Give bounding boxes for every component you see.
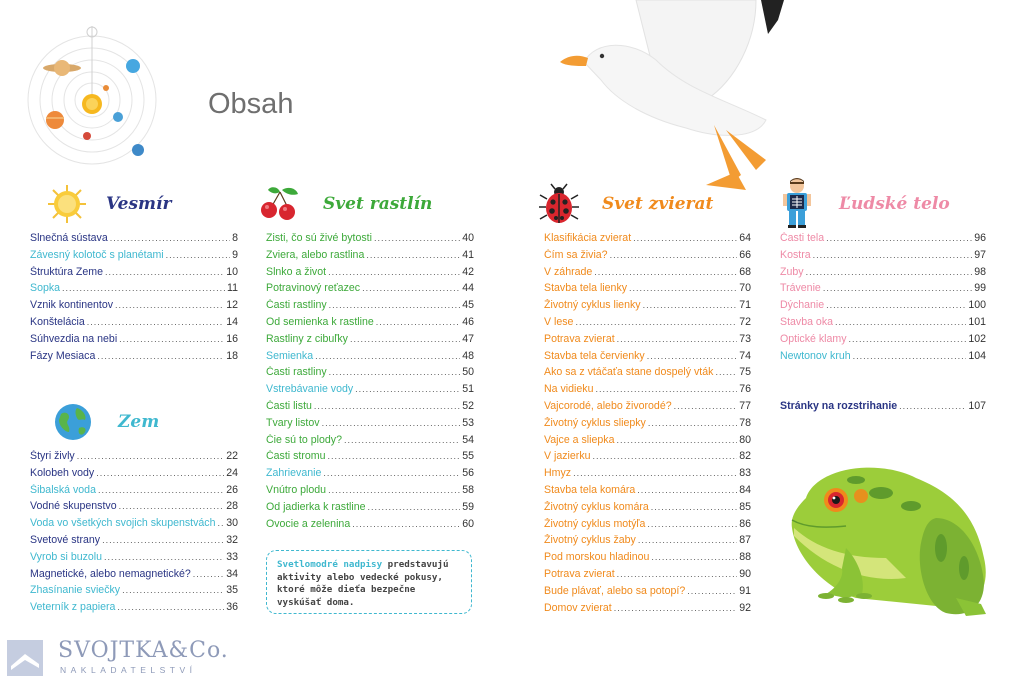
toc-entry[interactable] (30, 551, 238, 568)
toc-list-svet-zvierat (544, 232, 751, 618)
toc-entry[interactable] (544, 568, 751, 585)
toc-dot-leader (115, 300, 224, 310)
page-title: Obsah (208, 88, 294, 120)
toc-dot-leader (647, 351, 738, 361)
toc-entry-page: 30 (226, 517, 238, 530)
toc-dot-leader (352, 519, 460, 529)
toc-entry-label: Fázy Mesiaca (30, 349, 96, 362)
toc-entry-label: Stavba tela červienky (544, 349, 645, 362)
toc-entry-label: Časti tela (780, 232, 825, 244)
toc-entry[interactable] (266, 316, 474, 333)
toc-entry-page: 44 (462, 282, 474, 295)
toc-entry-page: 59 (462, 500, 474, 513)
toc-entry[interactable] (30, 584, 238, 601)
toc-entry[interactable] (30, 517, 238, 534)
toc-list-vesmir (30, 232, 238, 366)
toc-dot-leader (823, 283, 972, 293)
toc-entry-label: Ako sa z vtáčaťa stane dospelý vták (544, 366, 714, 379)
toc-entry[interactable] (266, 333, 474, 350)
toc-entry-label: Vnútro plodu (266, 483, 327, 496)
toc-entry-page: 33 (226, 550, 238, 563)
toc-entry-label: Časti rastliny (266, 366, 327, 379)
toc-list-zem (30, 450, 238, 618)
toc-entry-label: Zviera, alebo rastlina (266, 248, 365, 261)
toc-dot-leader (715, 367, 737, 377)
seagull-illustration (556, 0, 796, 195)
toc-entry-page: 74 (739, 349, 751, 362)
toc-entry-page: 47 (462, 332, 474, 345)
toc-entry-label: Štyri živly (30, 450, 75, 462)
toc-dot-leader (674, 401, 738, 411)
toc-entry[interactable] (544, 316, 751, 333)
toc-dot-leader (614, 603, 738, 613)
toc-entry-page: 86 (739, 517, 751, 530)
toc-dot-leader (374, 233, 460, 243)
toc-entry-page: 85 (739, 500, 751, 513)
toc-entry[interactable] (30, 299, 238, 316)
toc-entry-page: 82 (739, 450, 751, 463)
toc-dot-leader (617, 334, 738, 344)
toc-entry-page: 107 (968, 400, 986, 412)
toc-dot-leader (610, 250, 738, 260)
sun-icon (47, 184, 87, 224)
toc-entry-label: Tvary listov (266, 416, 320, 429)
toc-entry[interactable] (30, 249, 238, 266)
toc-dot-leader (119, 334, 224, 344)
toc-entry[interactable] (544, 249, 751, 266)
toc-entry[interactable] (780, 299, 986, 316)
toc-entry[interactable] (266, 518, 474, 535)
toc-dot-leader (593, 451, 738, 461)
toc-entry-page: 56 (462, 467, 474, 480)
toc-dot-leader (651, 502, 737, 512)
toc-entry-page: 14 (226, 315, 238, 328)
toc-entry-label: Časti listu (266, 399, 312, 412)
toc-entry-page: 97 (974, 248, 986, 261)
toc-entry-page: 48 (462, 349, 474, 362)
toc-entry-label: Vodné skupenstvo (30, 500, 117, 513)
publisher-subtitle: NAKLADATELSTVÍ (60, 665, 197, 675)
toc-entry[interactable] (30, 316, 238, 333)
toc-entry[interactable] (30, 232, 238, 249)
toc-entry-page: 46 (462, 315, 474, 328)
toc-entry-label: Vznik kontinentov (30, 299, 114, 312)
toc-dot-leader (651, 552, 737, 562)
toc-dot-leader (97, 351, 224, 361)
toc-entry-label: Čie sú to plody? (266, 433, 342, 446)
toc-dot-leader (119, 501, 225, 511)
toc-dot-leader (617, 569, 738, 579)
toc-entry[interactable] (544, 383, 751, 400)
toc-entry[interactable] (30, 534, 238, 551)
toc-entry-page: 11 (227, 282, 238, 295)
toc-entry[interactable] (544, 602, 751, 619)
toc-entry[interactable] (266, 266, 474, 283)
toc-dot-leader (122, 585, 224, 595)
toc-entry-page: 66 (739, 248, 751, 261)
toc-dot-leader (193, 569, 224, 579)
toc-dot-leader (687, 586, 737, 596)
toc-entry-page: 90 (739, 567, 751, 580)
toc-list-svet-rastlin (266, 232, 474, 534)
toc-dot-leader (595, 384, 737, 394)
toc-entry[interactable] (266, 249, 474, 266)
light-blue-headings-note (266, 550, 472, 614)
solar-system-illustration (20, 22, 160, 172)
toc-dot-leader (166, 250, 230, 260)
toc-entry[interactable] (30, 266, 238, 283)
toc-entry-label: Časti rastliny (266, 299, 327, 312)
toc-entry[interactable] (266, 467, 474, 484)
toc-entry-label: Vstrebávanie vody (266, 383, 354, 396)
toc-entry-label: Potrava zvierat (544, 567, 615, 580)
toc-list-ludske-telo (780, 232, 986, 366)
toc-entry-page: 24 (226, 466, 238, 479)
toc-dot-leader (899, 401, 966, 411)
toc-entry-page: 72 (739, 315, 751, 328)
toc-dot-leader (362, 283, 460, 293)
toc-entry[interactable] (30, 500, 238, 517)
toc-entry[interactable] (544, 450, 751, 467)
toc-entry-page: 35 (226, 584, 238, 597)
toc-entry-label: Súhvezdia na nebi (30, 332, 118, 345)
toc-dot-leader (813, 250, 973, 260)
toc-dot-leader (117, 602, 224, 612)
toc-entry-label: Čím sa živia? (544, 248, 608, 261)
toc-entry-page: 80 (739, 433, 751, 446)
toc-entry-page: 42 (462, 265, 474, 278)
toc-entry-page: 52 (462, 399, 474, 412)
toc-entry-page: 28 (226, 500, 238, 513)
toc-dot-leader (637, 485, 737, 495)
toc-dot-leader (323, 468, 460, 478)
toc-dot-leader (315, 351, 460, 361)
ladybug-icon (537, 183, 581, 227)
toc-dot-leader (314, 401, 460, 411)
toc-entry-label: Kolobeh vody (30, 466, 95, 479)
toc-entry[interactable] (30, 333, 238, 350)
toc-entry-label: Semienka (266, 349, 314, 362)
toc-dot-leader (322, 418, 461, 428)
toc-entry-page: 34 (226, 567, 238, 580)
toc-dot-leader (594, 267, 737, 277)
toc-entry[interactable] (780, 333, 986, 350)
toc-entry-page: 101 (968, 315, 986, 328)
toc-dot-leader (96, 468, 224, 478)
toc-dot-leader (826, 300, 966, 310)
toc-dot-leader (102, 535, 224, 545)
toc-entry[interactable] (544, 518, 751, 535)
toc-entry-page: 102 (968, 332, 986, 345)
toc-dot-leader (648, 418, 737, 428)
toc-entry-label: Slnečná sústava (30, 232, 108, 244)
toc-dot-leader (328, 485, 460, 495)
toc-entry-label: Ovocie a zelenina (266, 517, 351, 530)
toc-entry-page: 99 (974, 282, 986, 295)
toc-entry-page: 60 (462, 517, 474, 530)
toc-entry-page: 51 (462, 383, 474, 396)
toc-dot-leader (105, 267, 224, 277)
toc-entry-page: 50 (462, 366, 474, 379)
toc-extra-stranky (780, 400, 986, 417)
toc-dot-leader (87, 317, 224, 327)
toc-entry[interactable] (266, 350, 474, 367)
toc-entry-label: V lese (544, 315, 574, 328)
toc-dot-leader (110, 233, 230, 243)
toc-dot-leader (616, 435, 737, 445)
toc-entry-page: 91 (739, 584, 751, 597)
toc-entry[interactable] (266, 299, 474, 316)
toc-entry-label: Na vidieku (544, 383, 594, 396)
toc-dot-leader (350, 334, 460, 344)
toc-entry[interactable] (266, 501, 474, 518)
toc-entry-page: 76 (739, 383, 751, 396)
toc-entry-label: Veterník z papiera (30, 601, 116, 614)
toc-entry-page: 64 (739, 232, 751, 244)
toc-entry-label: Zahrievanie (266, 467, 322, 480)
toc-entry-label: Zhasínanie sviečky (30, 584, 121, 597)
toc-dot-leader (643, 300, 738, 310)
toc-entry[interactable] (266, 400, 474, 417)
toc-entry-page: 9 (232, 248, 238, 261)
toc-entry-label: Stavba oka (780, 315, 834, 328)
toc-entry-label: Časti stromu (266, 450, 326, 463)
toc-entry[interactable] (544, 417, 751, 434)
toc-entry-page: 75 (739, 366, 751, 379)
toc-entry[interactable] (266, 366, 474, 383)
toc-dot-leader (633, 233, 737, 243)
toc-entry-page: 92 (739, 601, 751, 614)
toc-dot-leader (355, 384, 460, 394)
toc-entry-label: Sopka (30, 282, 61, 295)
toc-entry[interactable] (266, 450, 474, 467)
toc-entry-label: Životný cyklus komára (544, 500, 649, 513)
toc-entry-label: Životný cyklus motýľa (544, 517, 646, 530)
toc-entry[interactable] (780, 282, 986, 299)
toc-entry[interactable] (30, 282, 238, 299)
toc-entry-label: Pod morskou hladinou (544, 551, 650, 564)
frog-illustration (786, 458, 992, 620)
toc-entry-label: Trávenie (780, 282, 821, 295)
toc-entry-page: 12 (226, 299, 238, 312)
toc-entry-label: V jazierku (544, 450, 591, 463)
toc-entry-page: 84 (739, 483, 751, 496)
toc-entry-page: 22 (226, 450, 238, 462)
toc-entry-label: Od semienka k rastline (266, 315, 374, 328)
xray-kid-icon (782, 178, 812, 228)
toc-entry[interactable] (780, 232, 986, 249)
toc-entry-label: Životný cyklus žaby (544, 534, 636, 547)
toc-dot-leader (575, 317, 737, 327)
note-text: predstavujú aktivity alebo vedecké pokusy, ktoré môže dieťa bezpečne vyskúšať doma. (277, 559, 449, 608)
toc-dot-leader (327, 451, 460, 461)
toc-entry-page: 83 (739, 467, 751, 480)
toc-entry-label: Vajcorodé, alebo živorodé? (544, 399, 672, 412)
toc-entry[interactable] (780, 316, 986, 333)
toc-entry-page: 40 (462, 232, 474, 244)
toc-entry-label: Newtonov kruh (780, 349, 851, 362)
toc-entry[interactable] (30, 350, 238, 367)
toc-entry-label: Klasifikácia zvierat (544, 232, 632, 244)
toc-entry-label: Kostra (780, 248, 811, 261)
toc-entry[interactable] (30, 484, 238, 501)
toc-entry-page: 77 (739, 399, 751, 412)
toc-entry-page: 100 (968, 299, 986, 312)
toc-entry-label: Bude plávať, alebo sa potopí? (544, 584, 686, 597)
toc-entry-label: Konštelácia (30, 315, 85, 328)
toc-entry-page: 88 (739, 551, 751, 564)
toc-dot-leader (218, 518, 225, 528)
earth-globe-icon (53, 402, 93, 442)
toc-dot-leader (647, 519, 737, 529)
toc-entry-label: Optické klamy (780, 332, 847, 345)
toc-entry-page: 26 (226, 483, 238, 496)
toc-entry[interactable] (544, 501, 751, 518)
toc-dot-leader (344, 435, 460, 445)
toc-entry[interactable] (544, 266, 751, 283)
toc-entry[interactable] (780, 249, 986, 266)
toc-dot-leader (329, 367, 461, 377)
toc-entry-label: Svetové strany (30, 533, 101, 546)
toc-entry[interactable] (544, 232, 751, 249)
toc-entry-page: 10 (226, 265, 238, 278)
toc-dot-leader (629, 283, 737, 293)
toc-entry-page: 32 (226, 533, 238, 546)
toc-entry[interactable] (544, 366, 751, 383)
toc-dot-leader (835, 317, 966, 327)
toc-entry-page: 18 (226, 349, 238, 362)
toc-entry[interactable] (544, 350, 751, 367)
toc-dot-leader (328, 267, 460, 277)
toc-entry-label: Voda vo všetkých svojich skupenstvách (30, 517, 216, 530)
toc-entry-label: Životný cyklus lienky (544, 299, 641, 312)
toc-entry[interactable] (544, 484, 751, 501)
toc-entry[interactable] (544, 400, 751, 417)
toc-entry[interactable] (266, 417, 474, 434)
toc-entry-page: 54 (462, 433, 474, 446)
toc-entry-page: 78 (739, 416, 751, 429)
toc-entry-label: Vyrob si buzolu (30, 550, 103, 563)
toc-entry-page: 96 (974, 232, 986, 244)
toc-entry[interactable] (30, 450, 238, 467)
toc-entry[interactable] (544, 467, 751, 484)
section-title-svet-zvierat: Svet zvierat (602, 194, 714, 214)
toc-dot-leader (329, 300, 461, 310)
toc-entry-page: 58 (462, 483, 474, 496)
toc-entry[interactable] (266, 484, 474, 501)
toc-entry-label: Rastliny z cibuľky (266, 332, 348, 345)
toc-entry-page: 8 (232, 232, 238, 244)
toc-entry-page: 98 (974, 265, 986, 278)
toc-dot-leader (376, 317, 460, 327)
toc-entry-page: 70 (739, 282, 751, 295)
toc-dot-leader (366, 250, 460, 260)
toc-entry[interactable] (266, 383, 474, 400)
toc-entry-page: 87 (739, 534, 751, 547)
toc-entry-label: Šibalská voda (30, 483, 96, 496)
toc-entry-label: Hmyz (544, 467, 572, 480)
toc-entry-label: Závesný kolotoč s planétami (30, 248, 164, 261)
toc-entry-page: 71 (739, 299, 751, 312)
toc-entry-page: 73 (739, 332, 751, 345)
toc-entry[interactable] (544, 282, 751, 299)
toc-entry-label: Domov zvierat (544, 601, 612, 614)
toc-entry[interactable] (544, 534, 751, 551)
toc-entry[interactable] (544, 551, 751, 568)
toc-entry-label: Štruktúra Zeme (30, 265, 104, 278)
toc-entry-label: Zisti, čo sú živé bytosti (266, 232, 372, 244)
toc-entry-page: 16 (226, 332, 238, 345)
note-highlight: Svetlomodré nadpisy (277, 559, 383, 570)
toc-entry[interactable] (30, 601, 238, 618)
section-title-svet-rastlin: Svet rastlín (323, 194, 433, 214)
toc-entry-label: Stavba tela komára (544, 483, 636, 496)
toc-entry-label: Stránky na rozstrihanie (780, 400, 898, 412)
toc-entry-page: 55 (462, 450, 474, 463)
toc-entry-label: Slnko a život (266, 265, 327, 278)
toc-entry-label: V záhrade (544, 265, 593, 278)
toc-entry-label: Životný cyklus sliepky (544, 416, 646, 429)
toc-entry-label: Zuby (780, 265, 804, 278)
toc-entry-page: 36 (226, 601, 238, 614)
toc-entry-label: Vajce a sliepka (544, 433, 615, 446)
toc-dot-leader (573, 468, 737, 478)
toc-dot-leader (368, 502, 461, 512)
publisher-logo-mark (7, 640, 43, 676)
toc-entry-label: Magnetické, alebo nemagnetické? (30, 567, 191, 580)
toc-entry-label: Stavba tela lienky (544, 282, 628, 295)
toc-entry-label: Dýchanie (780, 299, 825, 312)
toc-entry[interactable] (780, 266, 986, 283)
toc-entry[interactable] (266, 232, 474, 249)
toc-entry[interactable] (780, 400, 986, 417)
publisher-logo: SVOJTKA&Co. (58, 638, 229, 663)
toc-entry[interactable] (266, 434, 474, 451)
section-title-ludske-telo: Ľudské telo (839, 194, 950, 214)
toc-entry-page: 45 (462, 299, 474, 312)
berries-icon (258, 186, 300, 222)
toc-entry[interactable] (780, 350, 986, 367)
toc-entry-page: 68 (739, 265, 751, 278)
toc-dot-leader (98, 485, 224, 495)
toc-entry[interactable] (544, 434, 751, 451)
toc-dot-leader (849, 334, 967, 344)
toc-entry-page: 104 (968, 349, 986, 362)
toc-dot-leader (77, 451, 224, 461)
toc-entry[interactable] (544, 333, 751, 350)
toc-dot-leader (806, 267, 973, 277)
section-title-zem: Zem (118, 412, 160, 432)
toc-entry-page: 41 (462, 248, 474, 261)
section-title-vesmir: Vesmír (106, 194, 172, 214)
toc-dot-leader (62, 283, 225, 293)
toc-dot-leader (104, 552, 224, 562)
toc-entry-page: 53 (462, 416, 474, 429)
toc-entry[interactable] (266, 282, 474, 299)
toc-entry[interactable] (544, 299, 751, 316)
toc-entry[interactable] (544, 585, 751, 602)
toc-entry-label: Od jadierka k rastline (266, 500, 366, 513)
toc-entry-label: Potravinový reťazec (266, 282, 361, 295)
toc-dot-leader (638, 535, 737, 545)
toc-entry-label: Potrava zvierat (544, 332, 615, 345)
toc-entry[interactable] (30, 467, 238, 484)
toc-dot-leader (853, 351, 967, 361)
toc-dot-leader (826, 233, 972, 243)
toc-entry[interactable] (30, 568, 238, 585)
